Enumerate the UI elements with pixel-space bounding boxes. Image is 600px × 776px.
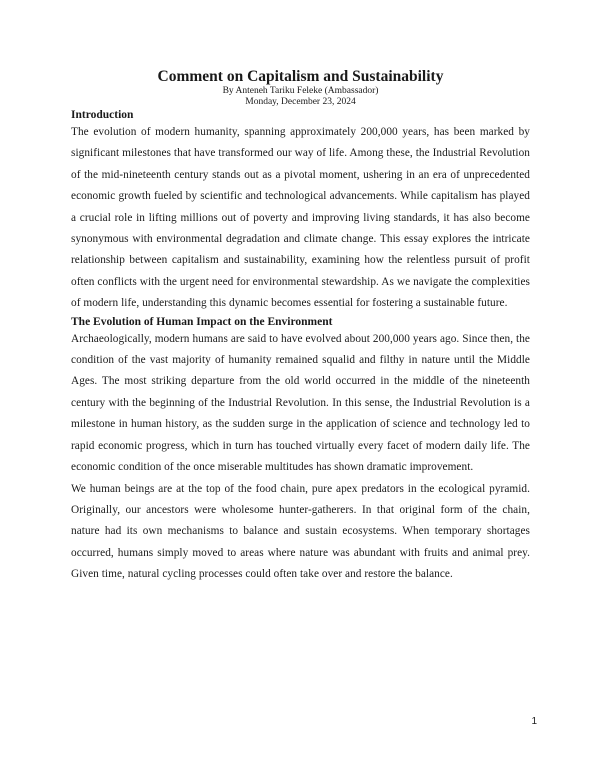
author-byline: By Anteneh Tariku Feleke (Ambassador): [222, 86, 379, 96]
section-heading-evolution: The Evolution of Human Impact on the Environment: [71, 315, 333, 328]
page-number: 1: [531, 716, 537, 727]
document-title: Comment on Capitalism and Sustainability: [157, 68, 444, 85]
paragraph-introduction: The evolution of modern humanity, spanning approximately 200,000 years, has been marked by significant milestones that have transformed our way of life. Among these, the Industrial Revolution of the mid-nineteenth century stands out as a pivotal moment, ushering in an era of unprecedented economic growth fueled by scientific and technological advancements. While capitalism has played a crucial role in lifting millions out of poverty and improving living standards, it has also become synonymous with environmental degradation and climate change. This essay explores the intricate relationship between capitalism and sustainability, examining how the relentless pursuit of profit often conflicts with the urgent need for environmental stewardship. As we navigate the complexities of modern life, understanding this dynamic becomes essential for fostering a sustainable future.: [71, 126, 530, 310]
paragraph-evolution-1: Archaeologically, modern humans are said to have evolved about 200,000 years ago. Since then, the condition of the vast majority of humanity remained squalid and filthy in nature until the Middle Ages. The most striking departure from the old world occurred in the middle of the nineteenth century with the beginning of the Industrial Revolution. In this sense, the Industrial Revolution is a milestone in human history, as the sudden surge in the application of science and technology led to rapid economic progress, which in turn has touched virtually every facet of modern daily life. The economic condition of the once miserable multitudes has shown dramatic improvement.: [71, 332, 530, 474]
document-date: Monday, December 23, 2024: [245, 97, 356, 107]
paragraph-evolution-2: We human beings are at the top of the food chain, pure apex predators in the ecological pyramid. Originally, our ancestors were wholesome hunter-gatherers. In that original form of the chain, nature had its own mechanisms to balance and sustain ecosystems. When temporary shortages occurred, humans simply moved to areas where nature was abundant with fruits and animal prey. Given time, natural cycling processes could often take over and restore the balance.: [71, 482, 530, 581]
section-heading-introduction: Introduction: [71, 109, 134, 121]
